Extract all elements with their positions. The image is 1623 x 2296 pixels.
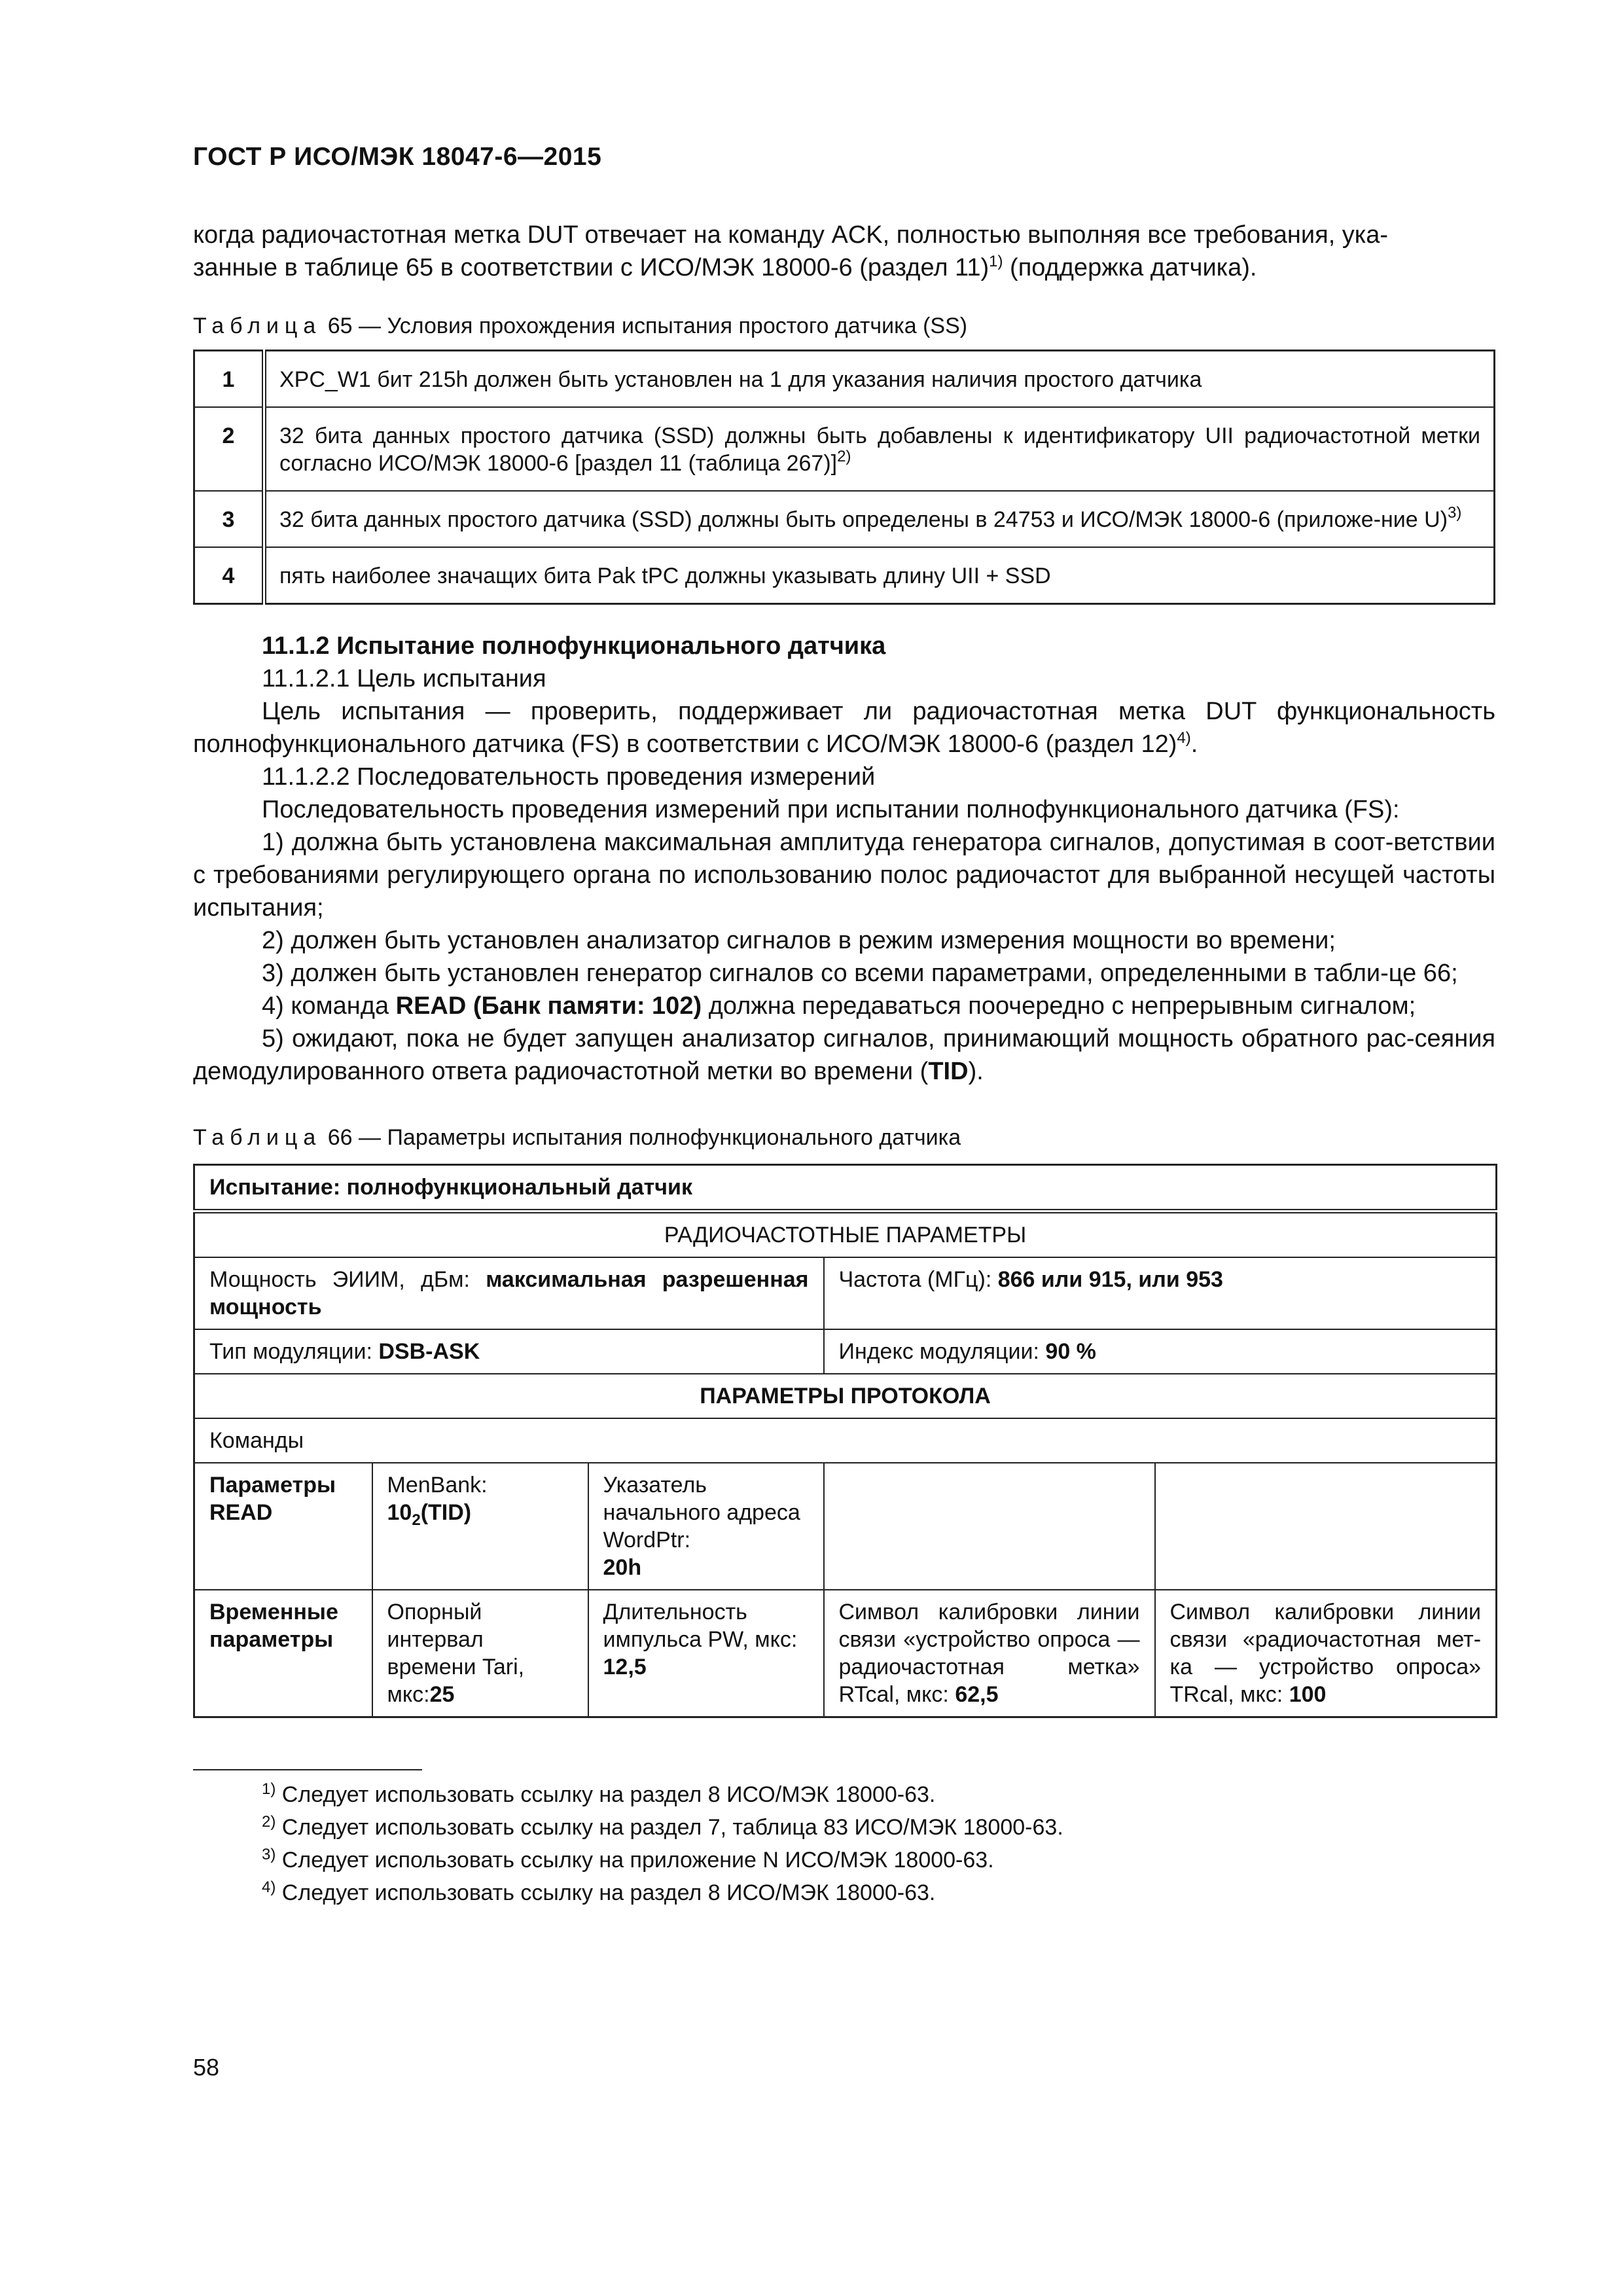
- intro-line-1: когда радиочастотная метка DUT отвечает на команду ACK, полностью выполняя все требования, ука-: [193, 221, 1389, 249]
- mod-index-value: 90 %: [1045, 1339, 1096, 1364]
- footnote-text: Следует использовать ссылку на раздел 8 ИСО/МЭК 18000-63.: [281, 1880, 936, 1905]
- trcal-value: 100: [1289, 1682, 1327, 1707]
- sequence-item-3: 3) должен быть установлен генератор сигналов со всеми параметрами, определенными в табли-це 66;: [262, 960, 1458, 987]
- item-4-command: READ (Банк памяти: 102): [395, 992, 702, 1020]
- table-66-caption-text: 66 — Параметры испытания полнофункционального датчика: [321, 1125, 961, 1150]
- membank-number: 10: [387, 1500, 412, 1525]
- sequence-intro: Последовательность проведения измерений при испытании полнофункционального датчика (FS):: [262, 796, 1400, 823]
- test-title: Испытание: полнофункциональный датчик: [194, 1165, 1497, 1211]
- table-row: [194, 1374, 1497, 1418]
- membank-label: MenBank:: [387, 1473, 488, 1498]
- row-text-body: 32 бита данных простого датчика (SSD) должны быть добавлены к идентификатору UII радиочастотной метки согласно ИСО/МЭК 18000-6 [раздел 11 (таблица 267)]: [279, 423, 1480, 476]
- table-row: [194, 1211, 1497, 1258]
- row-number: 3: [194, 491, 264, 547]
- purpose-tail: .: [1190, 730, 1198, 758]
- footnote-ref-2: 2): [837, 448, 851, 465]
- commands-cell: Команды: [194, 1418, 1497, 1463]
- intro-line-2: занные в таблице 65 в соответствии с ИСО/МЭК 18000-6 (раздел 11): [193, 254, 990, 281]
- table-row: [194, 1418, 1497, 1463]
- purpose-paragraph: [193, 695, 1495, 761]
- membank-value: [387, 1500, 472, 1529]
- footnote-mark: 4): [262, 1878, 276, 1896]
- page-number: 58: [193, 2054, 220, 2081]
- table-65-caption-text: 65 — Условия прохождения испытания простого датчика (SS): [321, 314, 968, 338]
- document-page: [193, 143, 1495, 1909]
- footnote-item: [193, 1811, 1495, 1844]
- footnote-item: [193, 1778, 1495, 1811]
- footnotes: [193, 1769, 1495, 1909]
- frequency-value: 866 или 915, или 953: [997, 1267, 1223, 1292]
- sequence-item-5: [193, 1022, 1495, 1088]
- pw-label: Длительность импульса PW, мкс:: [603, 1600, 798, 1652]
- mod-index-label: Индекс модуляции:: [838, 1339, 1046, 1364]
- sequence-item-2: 2) должен быть установлен анализатор сигналов в режим измерения мощности во времени;: [262, 927, 1336, 954]
- section-heading: 11.1.2 Испытание полнофункционального датчика: [262, 632, 886, 660]
- mod-index-cell: [824, 1329, 1497, 1374]
- rtcal-value: 62,5: [955, 1682, 999, 1707]
- purpose-text: Цель испытания — проверить, поддерживает ли радиочастотная метка DUT функциональность полнофункционального датчика (FS) в соответствии с ИСО/МЭК 18000-6 (раздел 12): [193, 698, 1495, 758]
- footnote-item: [193, 1876, 1495, 1909]
- table-row: [194, 1590, 1497, 1717]
- row-text-body: 32 бита данных простого датчика (SSD) должны быть определены в 24753 и ИСО/МЭК 18000-6 (приложе-ние U): [279, 507, 1448, 532]
- table-row: [194, 547, 1495, 604]
- power-label: Мощность ЭИИМ, дБм:: [209, 1267, 486, 1292]
- trcal-label: Символ калибровки линии связи «радиочастотная мет-ка — устройство опроса» TRcal, мкс:: [1169, 1600, 1482, 1707]
- rtcal-label: Символ калибровки линии связи «устройство опроса — радиочастотная метка» RTcal, мкс:: [838, 1600, 1140, 1707]
- timing-params-label: Временные параметры: [194, 1590, 372, 1717]
- row-text: [264, 491, 1495, 547]
- membank-cell: [372, 1463, 588, 1590]
- pw-value: 12,5: [603, 1655, 647, 1679]
- tari-cell: [372, 1590, 588, 1717]
- modulation-value: DSB-ASK: [378, 1339, 480, 1364]
- membank-tail: (TID): [420, 1500, 472, 1525]
- tari-value: 25: [429, 1682, 455, 1707]
- table-row: [194, 1165, 1497, 1211]
- subsection-sequence-title: 11.1.2.2 Последовательность проведения измерений: [262, 763, 876, 791]
- wordptr-value: 20h: [603, 1555, 642, 1580]
- modulation-label: Тип модуляции:: [209, 1339, 379, 1364]
- row-text-body: XPC_W1 бит 215h должен быть установлен на 1 для указания наличия простого датчика: [279, 367, 1202, 392]
- footnote-mark: 3): [262, 1846, 276, 1863]
- row-text: [264, 407, 1495, 491]
- item-5-tid: TID: [928, 1058, 969, 1085]
- subsection-purpose-title: 11.1.2.1 Цель испытания: [262, 665, 546, 692]
- footnote-ref-1: 1): [989, 253, 1003, 270]
- frequency-label: Частота (МГц):: [838, 1267, 998, 1292]
- rtcal-cell: [824, 1590, 1155, 1717]
- row-text-body: пять наиболее значащих бита Pak tPC должны указывать длину UII + SSD: [279, 564, 1051, 588]
- sequence-item-4: [193, 990, 1495, 1022]
- footnote-text: Следует использовать ссылку на раздел 7, таблица 83 ИСО/МЭК 18000-63.: [281, 1815, 1063, 1840]
- frequency-cell: [824, 1257, 1497, 1329]
- document-header: ГОСТ Р ИСО/МЭК 18047-6—2015: [193, 143, 602, 171]
- empty-cell: [824, 1463, 1155, 1590]
- power-value: максимальная разрешенная мощность: [209, 1267, 809, 1319]
- table-66-caption-label: Таблица: [193, 1125, 322, 1150]
- tari-label: Опорный интервал времени Tari, мкс:: [387, 1600, 525, 1707]
- footnote-mark: 2): [262, 1813, 276, 1831]
- rf-params-header: РАДИОЧАСТОТНЫЕ ПАРАМЕТРЫ: [194, 1211, 1497, 1258]
- item-4-end: должна передаваться поочередно с непрерывным сигналом;: [702, 992, 1416, 1020]
- read-params-label: Параметры READ: [194, 1463, 372, 1590]
- table-65-caption-label: Таблица: [193, 314, 322, 338]
- footnote-ref-3: 3): [1448, 504, 1462, 522]
- item-4-start: 4) команда: [262, 992, 396, 1020]
- table-65-caption: [193, 312, 1495, 340]
- table-66-caption: [193, 1123, 1495, 1152]
- footnote-text: Следует использовать ссылку на раздел 8 ИСО/МЭК 18000-63.: [281, 1782, 936, 1807]
- item-5-end: ).: [968, 1058, 984, 1085]
- trcal-cell: [1155, 1590, 1497, 1717]
- table-row: [194, 1329, 1497, 1374]
- intro-paragraph: [193, 219, 1495, 284]
- empty-cell: [1155, 1463, 1497, 1590]
- pw-cell: [588, 1590, 824, 1717]
- footnote-divider: [193, 1769, 422, 1770]
- row-number: 2: [194, 407, 264, 491]
- sequence-item-1: 1) должна быть установлена максимальная амплитуда генератора сигналов, допустимая в соот-ветствии с требованиями регулирующего органа по использованию полос радиочастот для выбранной несущей частоты испытания;: [193, 829, 1495, 922]
- table-row: [194, 491, 1495, 547]
- protocol-params-header: ПАРАМЕТРЫ ПРОТОКОЛА: [194, 1374, 1497, 1418]
- table-65: [193, 350, 1495, 605]
- row-number: 4: [194, 547, 264, 604]
- modulation-cell: [194, 1329, 824, 1374]
- row-text: [264, 351, 1495, 408]
- intro-line-2-tail: (поддержка датчика).: [1003, 254, 1257, 281]
- table-66: [193, 1164, 1497, 1718]
- item-5-start: 5) ожидают, пока не будет запущен анализатор сигналов, принимающий мощность обратного рас-сеяния демодулированного ответа радиочастотной метки во времени (: [193, 1025, 1495, 1085]
- table-row: [194, 1463, 1497, 1590]
- footnote-ref-4: 4): [1177, 729, 1191, 747]
- footnote-mark: 1): [262, 1780, 276, 1798]
- table-row: [194, 407, 1495, 491]
- section-body: [193, 630, 1495, 1088]
- footnote-text: Следует использовать ссылку на приложение N ИСО/МЭК 18000-63.: [281, 1848, 994, 1873]
- wordptr-label: Указатель начального адреса WordPtr:: [603, 1473, 800, 1552]
- table-row: [194, 1257, 1497, 1329]
- membank-subscript: 2: [412, 1511, 421, 1529]
- row-number: 1: [194, 351, 264, 408]
- footnote-item: [193, 1844, 1495, 1876]
- row-text: [264, 547, 1495, 604]
- power-cell: [194, 1257, 824, 1329]
- table-row: [194, 351, 1495, 408]
- wordptr-cell: [588, 1463, 824, 1590]
